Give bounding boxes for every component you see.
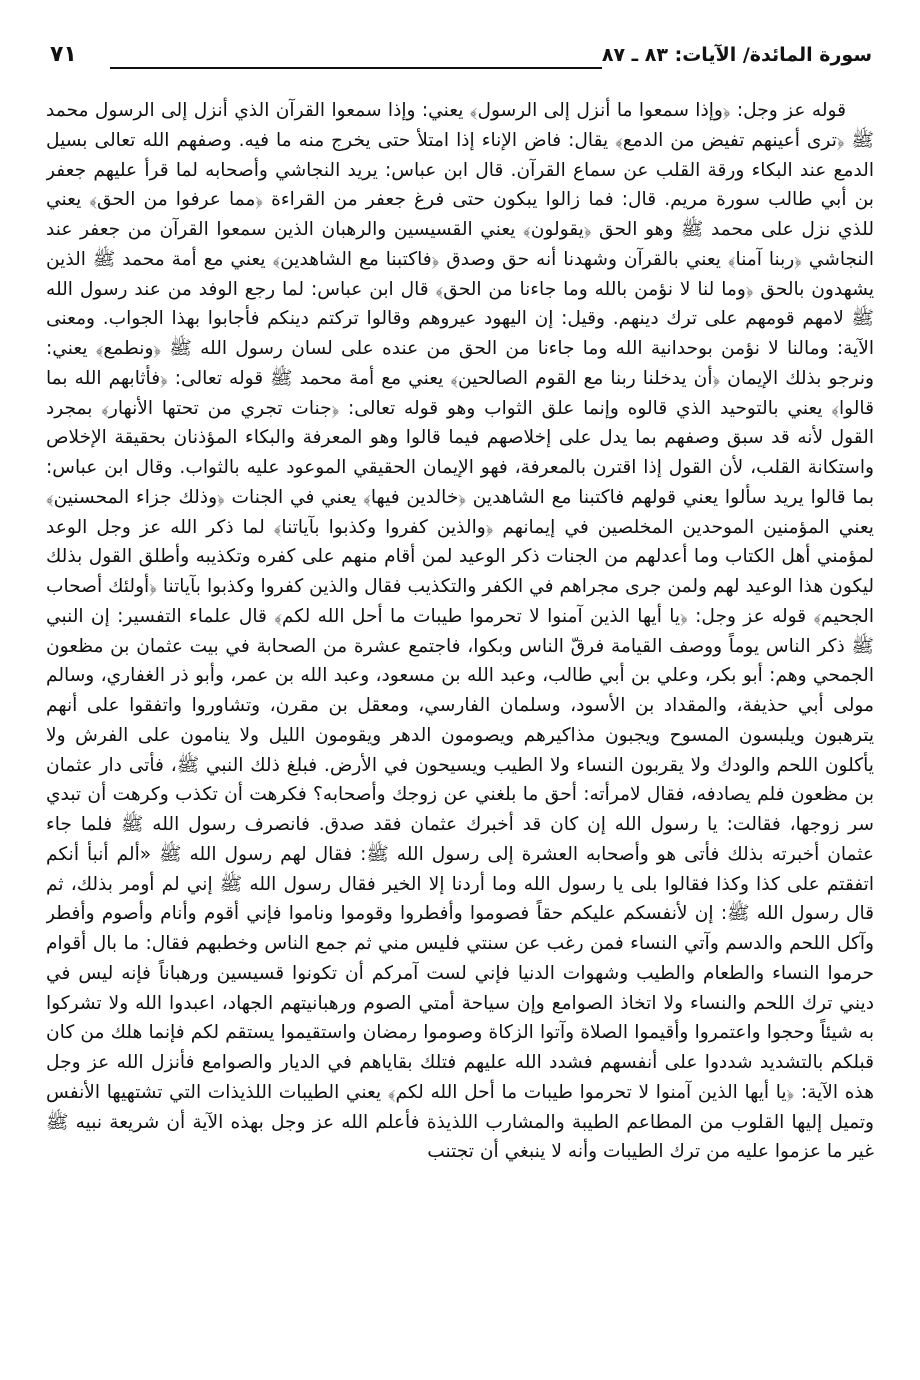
header-rule [110, 67, 602, 69]
page-number: ٧١ [50, 42, 77, 67]
body-text [46, 96, 874, 1358]
body-paragraph: قوله عز وجل: ﴿وإذا سمعوا ما أنزل إلى الرسول﴾ يعني: وإذا سمعوا القرآن الذي أنزل إلى الرسول محمد ﷺ ﴿ترى أعينهم تفيض من الدمع﴾ يقال: فاض الإناء إذا امتلأ حتى يخرج منه ما فيه. وصفهم الله تعالى بسيل الدمع عند البكاء ورقة القلب عن سماع القرآن. قال ابن عباس: يريد النجاشي وأصحابه لما قرأ عليهم جعفر بن أبي طالب سورة مريم. قال: فما زالوا يبكون حتى فرغ جعفر من القراءة ﴿مما عرفوا من الحق﴾ يعني للذي نزل على محمد ﷺ وهو الحق ﴿يقولون﴾ يعني القسيسين والرهبان الذين سمعوا القرآن من جعفر عند النجاشي ﴿ربنا آمنا﴾ يعني بالقرآن وشهدنا أنه حق وصدق ﴿فاكتبنا مع الشاهدين﴾ يعني مع أمة محمد ﷺ الذين يشهدون بالحق ﴿وما لنا لا نؤمن بالله وما جاءنا من الحق﴾ قال ابن عباس: لما رجع الوفد من عند رسول الله ﷺ لامهم قومهم على ترك دينهم. وقيل: إن اليهود عيروهم وقالوا تركتم دينكم فأجابوا بهذا الجواب. ومعنى الآية: ومالنا لا نؤمن بوحدانية الله وما جاءنا من الحق من عنده على لسان رسول الله ﷺ ﴿ونطمع﴾ يعني: ونرجو بذلك الإيمان ﴿أن يدخلنا ربنا مع القوم الصالحين﴾ يعني مع أمة محمد ﷺ قوله تعالى: ﴿فأثابهم الله بما قالوا﴾ يعني بالتوحيد الذي قالوه وإنما علق الثواب وهو قوله تعالى: ﴿جنات تجري من تحتها الأنهار﴾ بمجرد القول لأنه قد سبق وصفهم بما يدل على إخلاصهم فيما قالوا وهو المعرفة والبكاء المؤذنان بحقيقة الإخلاص واستكانة القلب، لأن القول إذا اقترن بالمعرفة، فهو الإيمان الحقيقي الموعود عليه بالثواب. وقال ابن عباس: بما قالوا يريد سألوا يعني قولهم فاكتبنا مع الشاهدين ﴿خالدين فيها﴾ يعني في الجنات ﴿وذلك جزاء المحسنين﴾ يعني المؤمنين الموحدين المخلصين في إيمانهم ﴿والذين كفروا وكذبوا بآياتنا﴾ لما ذكر الله عز وجل الوعد لمؤمني أهل الكتاب وما أعدلهم من الجنات ذكر الوعيد لمن أقام منهم على كفره وتكذيبه وأطلق القول بذلك ليكون هذا الوعيد لهم ولمن جرى مجراهم في الكفر والتكذيب فقال والذين كفروا وكذبوا بآياتنا ﴿أولئك أصحاب الجحيم﴾ قوله عز وجل: ﴿يا أيها الذين آمنوا لا تحرموا طيبات ما أحل الله لكم﴾ قال علماء التفسير: إن النبي ﷺ ذكر الناس يوماً ووصف القيامة فرقّ الناس وبكوا، فاجتمع عشرة من الصحابة في بيت عثمان بن مظعون الجمحي وهم: أبو بكر، وعلي بن أبي طالب، وعبد الله بن مسعود، وعبد الله بن عمر، وأبو ذر الغفاري، وسالم مولى أبي حذيفة، والمقداد بن الأسود، وسلمان الفارسي، ومعقل بن مقرن، وتشاوروا واتفقوا على أنهم يترهبون ويلبسون المسوح ويجبون مذاكيرهم ويصومون الدهر ويقومون الليل ولا ينامون على الفرش ولا يأكلون اللحم والودك ولا يقربون النساء ولا الطيب ويسيحون في الأرض. فبلغ ذلك النبي ﷺ، فأتى دار عثمان بن مظعون فلم يصادفه، فقال لامرأته: أحق ما بلغني عن زوجك وأصحابه؟ فكرهت أن تكذب وكرهت أن تبدي سر زوجها، فقالت: يا رسول الله إن كان قد أخبرك عثمان فقد صدق. فانصرف رسول الله ﷺ فلما جاء عثمان أخبرته بذلك فأتى هو وأصحابه العشرة إلى رسول الله ﷺ: فقال لهم رسول الله ﷺ «ألم أنبأ أنكم اتفقتم على كذا وكذا فقالوا بلى يا رسول الله وما أردنا إلا الخير فقال رسول الله ﷺ إني لم أومر بذلك، ثم قال رسول الله ﷺ: إن لأنفسكم عليكم حقاً فصوموا وأفطروا وقوموا وناموا فإني أقوم وأنام وأصوم وأفطر وآكل اللحم والدسم وآتي النساء فمن رغب عن سنتي فليس مني ثم جمع الناس وخطبهم فقال: ما بال أقوام حرموا النساء والطعام والطيب وشهوات الدنيا فإني لست آمركم أن تكونوا قسيسين ورهباناً فإنه ليس في ديني ترك اللحم والنساء ولا اتخاذ الصوامع وإن سياحة أمتي الصوم ورهبانيتهم الجهاد، اعبدوا الله ولا تشركوا به شيئاً وحجوا واعتمروا وأقيموا الصلاة وآتوا الزكاة وصوموا رمضان واستقيموا يستقم لكم فإنما هلك من كان قبلكم بالتشديد شددوا على أنفسهم فشدد الله عليهم فتلك بقاياهم في الديار والصوامع فأنزل الله عز وجل هذه الآية: ﴿يا أيها الذين آمنوا لا تحرموا طيبات ما أحل الله لكم﴾ يعني الطيبات اللذيذات التي تشتهيها الأنفس وتميل إليها القلوب من المطاعم الطيبة والمشارب اللذيذة فأعلم الله عز وجل بهذه الآية أن شريعة نبيه ﷺ غير ما عزموا عليه من ترك الطيبات وأنه لا ينبغي أن تجتنب [46, 100, 874, 1163]
chapter-title: سورة المائدة/ الآيات: ٨٣ ـ ٨٧ [601, 44, 872, 66]
running-header [50, 38, 872, 78]
